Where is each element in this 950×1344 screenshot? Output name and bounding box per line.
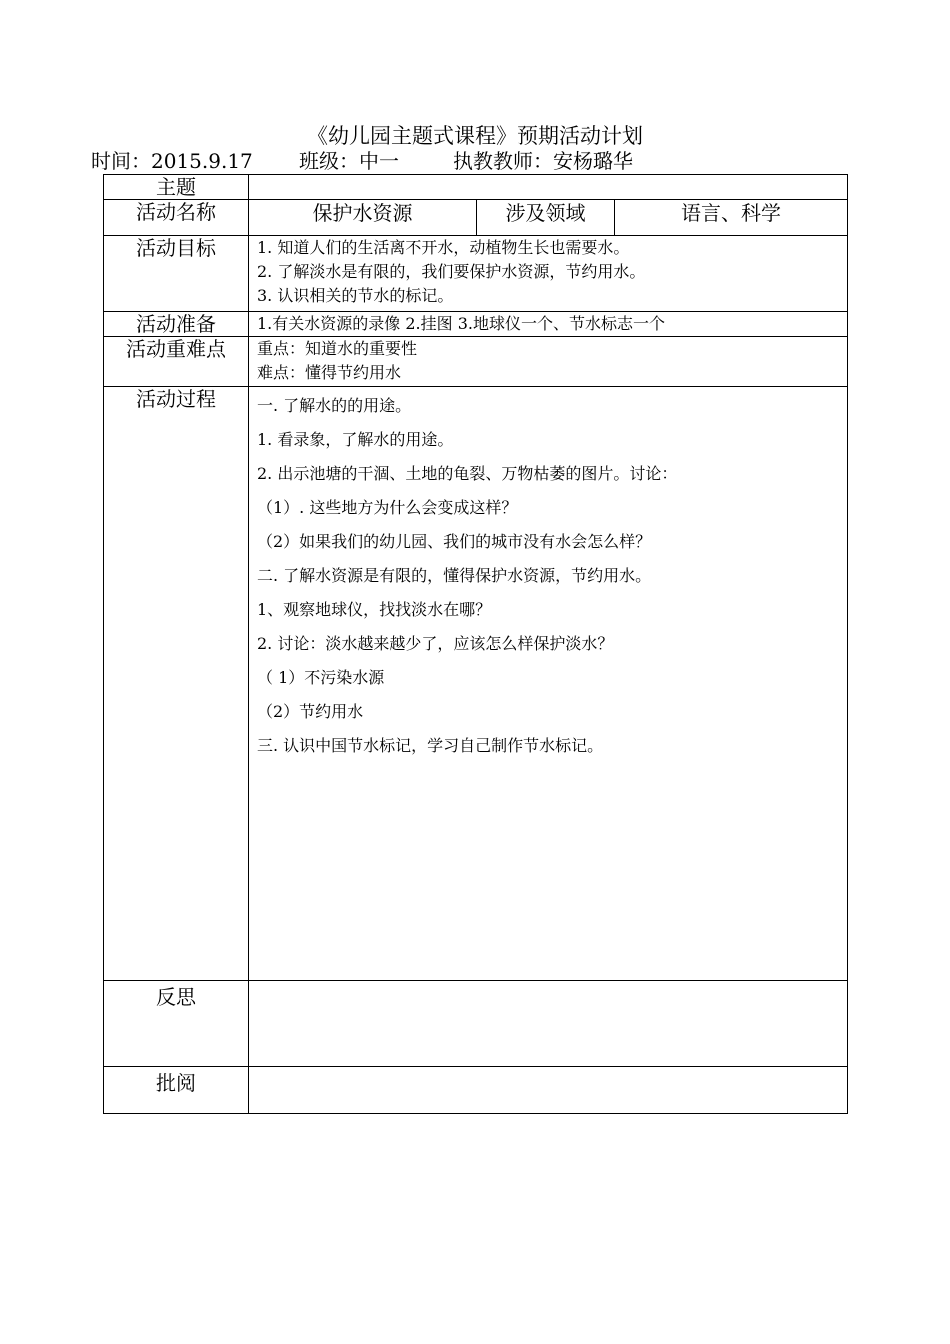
meta-class: 班级：中一 bbox=[299, 149, 399, 173]
process-item: 一. 了解水的的用途。 bbox=[257, 396, 412, 415]
row-review bbox=[104, 1067, 848, 1114]
key-point: 重点：知道水的重要性 bbox=[257, 339, 418, 358]
process-item: （2）节约用水 bbox=[257, 702, 364, 721]
key-point: 难点：懂得节约用水 bbox=[257, 363, 402, 382]
process-item: 1、观察地球仪，找找淡水在哪？ bbox=[257, 600, 492, 619]
row-theme bbox=[104, 175, 848, 200]
row-reflection bbox=[104, 981, 848, 1067]
row-process bbox=[104, 387, 848, 981]
process-item: （ 1）不污染水源 bbox=[257, 668, 385, 687]
goal-list bbox=[249, 236, 848, 312]
activity-plan-table bbox=[103, 174, 848, 1114]
review-value bbox=[249, 1067, 848, 1114]
row-key-points bbox=[104, 337, 848, 387]
row-name bbox=[104, 200, 848, 236]
theme-value bbox=[249, 175, 848, 200]
plan-meta bbox=[91, 148, 633, 174]
key-label: 活动重难点 bbox=[104, 337, 249, 387]
process-item: 三. 认识中国节水标记，学习自己制作节水标记。 bbox=[257, 736, 604, 755]
reflect-value bbox=[249, 981, 848, 1067]
row-goals bbox=[104, 236, 848, 312]
goal-item: 2. 了解淡水是有限的，我们要保护水资源，节约用水。 bbox=[257, 262, 646, 281]
theme-label: 主题 bbox=[104, 175, 249, 200]
process-label: 活动过程 bbox=[104, 387, 249, 981]
meta-teacher: 执教教师：安杨璐华 bbox=[453, 149, 633, 173]
meta-time: 时间：2015.9.17 bbox=[91, 149, 253, 173]
field-label: 涉及领域 bbox=[477, 200, 615, 236]
process-item: 1. 看录象，了解水的用途。 bbox=[257, 430, 454, 449]
name-label: 活动名称 bbox=[104, 200, 249, 236]
goal-label: 活动目标 bbox=[104, 236, 249, 312]
process-item: 2. 出示池塘的干涸、土地的龟裂、万物枯萎的图片。讨论： bbox=[257, 464, 678, 483]
process-item: （2）如果我们的幼儿园、我们的城市没有水会怎么样？ bbox=[257, 532, 652, 551]
reflect-label: 反思 bbox=[104, 981, 249, 1067]
process-item: 2. 讨论：淡水越来越少了，应该怎么样保护淡水？ bbox=[257, 634, 614, 653]
process-item: （1）. 这些地方为什么会变成这样？ bbox=[257, 498, 518, 517]
goal-item: 3. 认识相关的节水的标记。 bbox=[257, 286, 454, 305]
prep-value: 1.有关水资源的录像 2.挂图 3.地球仪一个、节水标志一个 bbox=[249, 312, 848, 337]
page-title: 《幼儿园主题式课程》预期活动计划 bbox=[307, 124, 643, 148]
prep-label: 活动准备 bbox=[104, 312, 249, 337]
process-list bbox=[249, 387, 848, 981]
row-prep bbox=[104, 312, 848, 337]
key-points bbox=[249, 337, 848, 387]
field-value: 语言、科学 bbox=[615, 200, 848, 236]
name-value: 保护水资源 bbox=[249, 200, 477, 236]
goal-item: 1. 知道人们的生活离不开水，动植物生长也需要水。 bbox=[257, 238, 630, 257]
review-label: 批阅 bbox=[104, 1067, 249, 1114]
process-item: 二. 了解水资源是有限的，懂得保护水资源，节约用水。 bbox=[257, 566, 652, 585]
